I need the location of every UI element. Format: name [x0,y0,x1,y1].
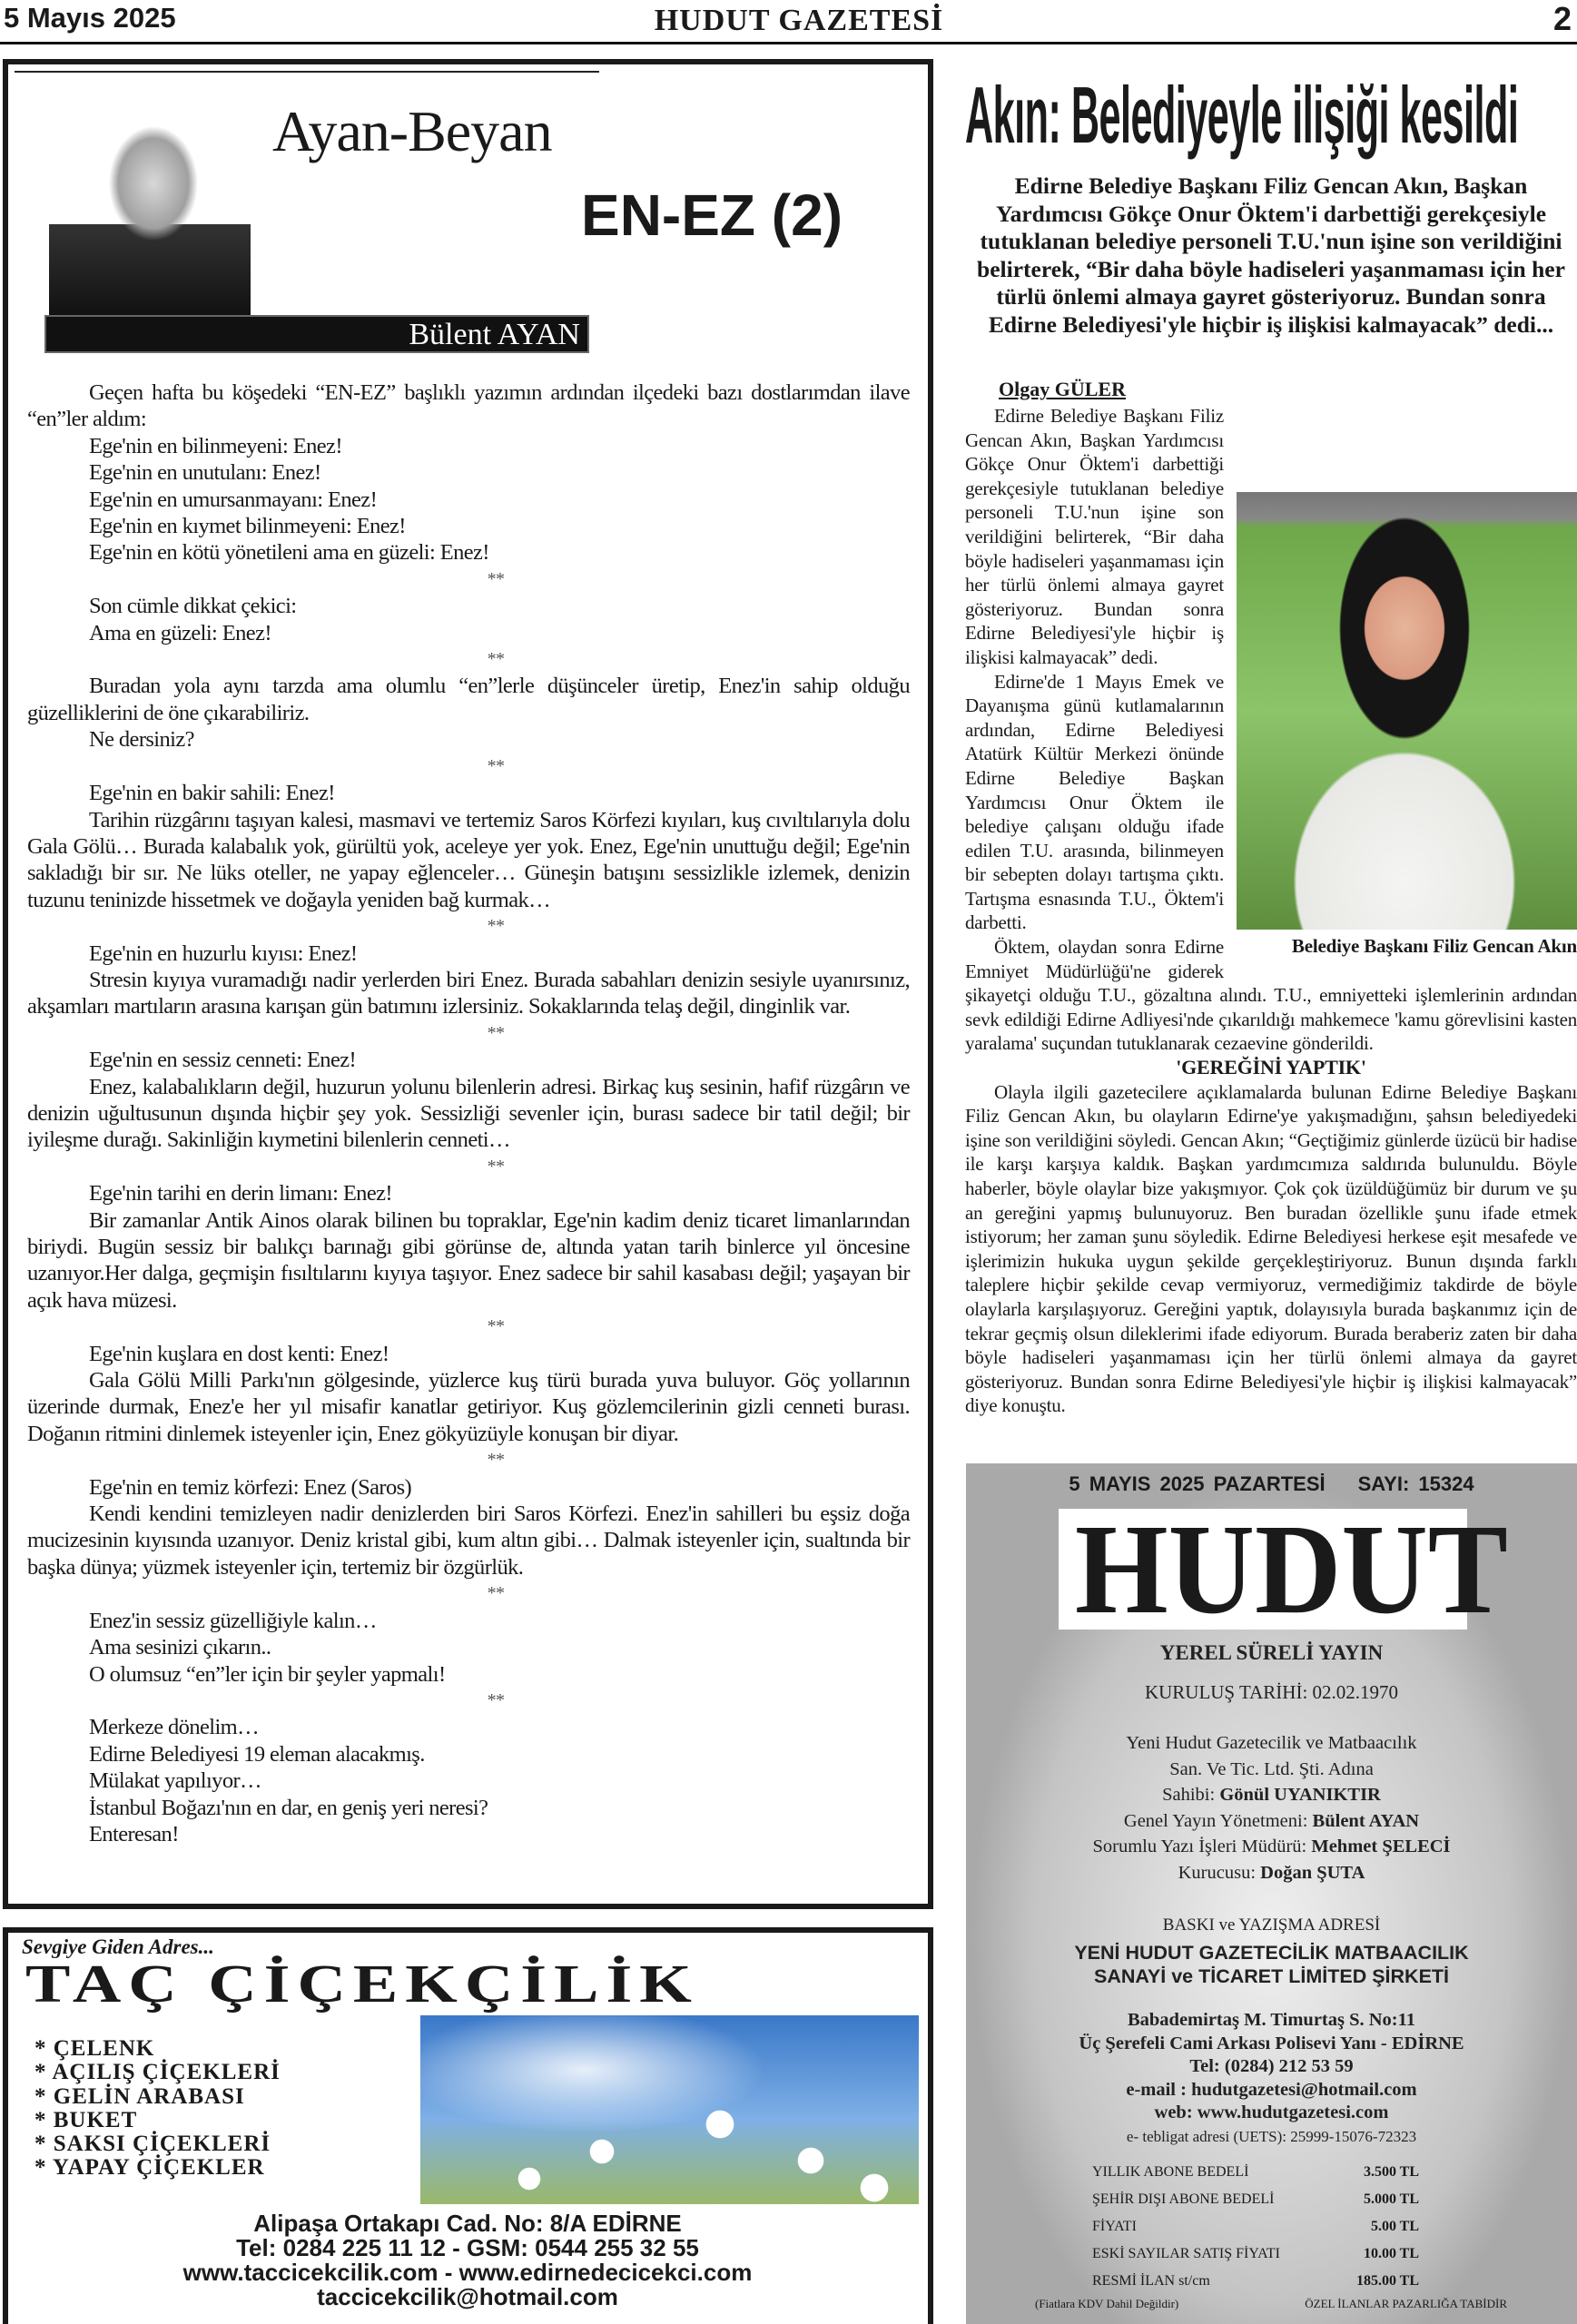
staff-name: Gönül UYANIKTIR [1219,1785,1381,1805]
column-top-rule [15,71,599,73]
section-separator: ** [487,1689,505,1710]
column-paragraph: Enez, kalabalıkların değil, huzurun yolunu bilenlerin adresi. Birkaç kuş sesinin, hafif rüzgârın ve denizin uğultusunun dışında hiçbir şey yok. Sessizliği sevenler için, burası sadece bir tatil değil; bir iyileşme durağı. Sakinliğin kıymetini bilenlerin cenneti… [27,1074,910,1153]
section-separator: ** [487,649,505,670]
header-divider [0,42,1577,44]
article-subheading: 'GEREĞİNİ YAPTIK' [1176,1056,1366,1079]
price-row [1092,2213,1419,2240]
price-value: 3.500 TL [1363,2164,1419,2180]
price-value: 5.00 TL [1370,2219,1419,2234]
price-label: YILLIK ABONE BEDELİ [1092,2164,1249,2180]
ad-contact-line: Tel: 0284 225 11 12 - GSM: 0544 255 32 55 [236,2234,699,2261]
price-row [1092,2240,1419,2268]
column-line: Ege'nin tarihi en derin limanı: Enez! [89,1181,392,1206]
column-line: Son cümle dikkat çekici: [89,594,297,619]
ad-service-item: * BUKET [34,2107,138,2132]
uets-address: e- tebligat adresi (UETS): 25999-15076-72323 [1126,2128,1417,2145]
columnist-photo [49,84,251,318]
section-separator: ** [487,1450,505,1471]
column-paragraph: Buradan yola aynı tarzda ama olumlu “en”lerle düşünceler üretip, Enez'in sahip olduğu güzelliklerini de öne çıkarabiliriz. [27,674,910,725]
article-lead: Edirne Belediye Başkanı Filiz Gencan Akın, Başkan Yardımcısı Gökçe Onur Öktem'i darbettiği gerekçesiyle tutuklanan belediye personeli T.U.'nun işine son verildiğini belirterek, “Bir daha böyle hadiseleri yaşanmaması için her türlü önlemi almaya gayret gösteriyoruz. Bundan sonra Edirne Belediyesi'yle hiçbir iş ilişkisi kalmayacak” dedi... [977,172,1565,338]
column-line: Ege'nin en huzurlu kıyısı: Enez! [89,940,358,966]
column-paragraph: Gala Gölü Milli Parkı'nın gölgesinde, yüzlerce kuş türü burada yuva buluyor. Göç yollarının üzerinde durmak, Enez'e her yıl misafir kanatlar getiriyor. Kuş gözlemcilerinin gizli cenneti burası. Doğanın ritmini dinlemek isteyenler için, Enez gökyüzüyle konuşan bir diyar. [27,1368,910,1446]
daisies-photo [420,2015,919,2204]
photo-caption: Belediye Başkanı Filiz Gencan Akın [1291,935,1577,957]
price-value: 10.00 TL [1363,2246,1419,2261]
issue-number: SAYI: 15324 [1357,1472,1474,1495]
section-separator: ** [487,1583,505,1604]
staff-line [966,1808,1577,1835]
column-line: Enteresan! [89,1821,179,1846]
price-notes [1035,2297,1507,2311]
address-line: Babademirtaş M. Timurtaş S. No:11 [1127,2010,1415,2030]
column-line: Ege'nin en kötü yönetileni ama en güzeli: Enez! [89,540,489,566]
ad-service-item: * YAPAY ÇİÇEKLER [34,2155,265,2181]
publication-type: YEREL SÜRELİ YAYIN [1159,1641,1384,1664]
staff-role: Sahibi: [1162,1785,1220,1805]
ad-service-item: * AÇILIŞ ÇİÇEKLERİ [34,2060,281,2085]
column-line: Ege'nin en bakir sahili: Enez! [89,781,335,806]
ad-service-item: * SAKSI ÇİÇEKLERİ [34,2132,271,2157]
website: web: www.hudutgazetesi.com [1154,2102,1389,2122]
staff-line [966,1782,1577,1808]
company-line: YENİ HUDUT GAZETECİLİK MATBAACILIK [1074,1942,1469,1964]
ad-brand-name: TAÇ ÇİÇEKÇİLİK [25,1954,699,2014]
contact-block [966,2009,1577,2125]
vat-note: (Fiatlara KDV Dahil Değildir) [1035,2297,1179,2310]
staff-role: Genel Yayın Yönetmeni: [1123,1810,1313,1831]
column-line: Ege'nin en sessiz cenneti: Enez! [89,1048,357,1073]
address-line: Üç Şerefeli Cami Arkası Polisevi Yanı - EDİRNE [1079,2033,1464,2053]
hudut-logo [1059,1497,1508,1640]
column-paragraph: Bir zamanlar Antik Ainos olarak bilinen bu topraklar, Ege'nin kadim deniz ticaret limanlarından biriydi. Bugün sessiz bir balıkçı barınağı gibi görünse de, altında yatan tarih binlerce yıl öncesine uzanıyor.Her dalga, geçmişin fısıltılarını kıyıya taşıyor. Enez sadece bir sahil kasabası değil; yaşayan bir açık hava müzesi. [27,1207,910,1313]
newspaper-name: HUDUT GAZETESİ [654,4,944,37]
article-headline: Akın: Belediyeyle ilişiği kesildi [965,70,1519,160]
column-line: Ege'nin en unutulanı: Enez! [89,460,321,486]
company-name [966,1941,1577,1988]
column-line: Ama en güzeli: Enez! [89,620,271,645]
column-line: Ama sesinizi çıkarın.. [89,1635,271,1660]
ad-contact [36,2211,899,2309]
section-separator: ** [487,1316,505,1337]
staff-line [966,1834,1577,1860]
column-line: Ne dersiniz? [89,727,194,753]
column-line: Mülakat yapılıyor… [89,1768,261,1794]
article-headline-wrap [965,69,1575,160]
ad-services-list [34,2037,281,2181]
column-paragraph: Kendi kendini temizleyen nadir denizlerden biri Saros Körfezi. Enez'in sahilleri bu eşsiz doğa mucizesinin kıyısında uzanıyor. Deniz kristal gibi, kum altın gibi… Dalmak isteyenler için, sualtında bir başka dünya; yüzmek isteyenler için, tertemiz bir özgürlük. [27,1502,910,1580]
price-table [1092,2159,1419,2295]
page-number: 2 [1552,0,1572,37]
column-title: Ayan-Beyan [272,99,552,163]
publisher-line: San. Ve Tic. Ltd. Şti. Adına [1169,1758,1374,1779]
section-separator: ** [487,1022,505,1043]
email: e-mail : hudutgazetesi@hotmail.com [1126,2079,1417,2100]
column-line: Enez'in sessiz güzelliğiyle kalın… [89,1608,377,1633]
price-row [1092,2159,1419,2186]
column-line: Ege'nin en temiz körfezi: Enez (Saros) [89,1474,412,1500]
article-figure [1237,492,1577,958]
column-line: İstanbul Boğazı'nın en dar, en geniş yeri neresi? [89,1795,488,1820]
mayor-photo [1237,492,1577,930]
ad-contact-line: Alipaşa Ortakapı Cad. No: 8/A EDİRNE [253,2210,682,2237]
ad-contact-line: taccicekcilik@hotmail.com [317,2283,618,2310]
column-paragraph: Tarihin rüzgârını taşıyan kalesi, masmavi ve tertemiz Saros Körfezi kıyıları, kuş cıvıltılarıyla dolu Gala Gölü… Burada kalabalık yok, gürültü yok, aceleye yer yok. Enez, Ege'nin unuttuğu değil; Ege'nin sakladığı bir sır. Ne lüks oteller, ne yapay eğlenceler… Güneşin batışını sessizlikle izlemek, denizin tuzunu teninizde hissetmek ve doğayla yeniden bağ kurmak… [27,807,910,912]
section-separator: ** [487,916,505,937]
ad-contact-line: www.taccicekcilik.com - www.edirnedecicekci.com [182,2259,753,2286]
column-line: O olumsuz “en”ler için bir şeyler yapmalı! [89,1661,446,1687]
ads-note: ÖZEL İLANLAR PAZARLIĞA TABİDİR [1305,2297,1507,2310]
price-label: RESMİ İLAN st/cm [1092,2273,1210,2289]
price-value: 185.00 TL [1355,2273,1419,2289]
staff-name: Mehmet ŞELECİ [1311,1837,1451,1856]
staff-name: Doğan ŞUTA [1260,1862,1365,1883]
issue-date: 5 MAYIS 2025 PAZARTESİ [1069,1472,1326,1495]
column-paragraph: Stresin kıyıya vuramadığı nadir yerlerden biri Enez. Burada sabahları denizin sesiyle uyanırsınız, akşamları martıların arasına karışan gün batımını izlersiniz. Sokaklarında telaş değil, dinginlik var. [27,967,910,1019]
issue-info [966,1472,1577,1496]
column-line: Ege'nin en kıymet bilinmeyeni: Enez! [89,514,406,539]
company-line: SANAYİ ve TİCARET LİMİTED ŞİRKETİ [1093,1965,1450,1987]
column-line: Ege'nin kuşlara en dost kenti: Enez! [89,1341,389,1366]
author-bar [44,315,589,353]
section-separator: ** [487,1156,505,1177]
page-date: 5 Mayıs 2025 [4,2,176,34]
publisher-line: Yeni Hudut Gazetecilik ve Matbaacılık [1126,1733,1417,1753]
staff-role: Kurucusu: [1178,1862,1261,1883]
staff-list [966,1730,1577,1886]
price-row [1092,2268,1419,2295]
founded-date: KURULUŞ TARİHİ: 02.02.1970 [1144,1681,1399,1703]
column-author: Bülent AYAN [409,318,580,351]
column-line: Ege'nin en umursanmayanı: Enez! [89,487,378,512]
column-line: Ege'nin en bilinmeyeni: Enez! [89,433,342,458]
column-line: Merkeze dönelim… [89,1715,260,1740]
article-paragraph: Edirne'de 1 Mayıs Emek ve Dayanışma günü kutlamalarının ardından, Edirne Belediyesi Atatürk Kültür Merkezi önünde Edirne Belediye Başkan Yardımcısı Onur Öktem ile belediye çalışanı olduğu ifade edilen T.U. arasında, bilinmeyen bir sebepten dolayı tartışma çıktı. Tartışma esnasında T.U., Öktem'i darbetti. [965,670,1224,934]
column-headline: EN-EZ (2) [581,182,843,248]
column-line: Edirne Belediyesi 19 eleman alacakmış. [89,1741,425,1767]
column-body [27,379,910,1847]
price-row [1092,2186,1419,2213]
staff-role: Sorumlu Yazı İşleri Müdürü: [1092,1837,1312,1856]
price-label: FİYATI [1092,2219,1137,2234]
logo-text: HUDUT [1074,1497,1508,1640]
phone: Tel: (0284) 212 53 59 [1189,2056,1354,2076]
price-label: ESKİ SAYILAR SATIŞ FİYATI [1092,2246,1280,2261]
section-separator: ** [487,568,505,589]
article-paragraph: Öktem, olaydan sonra Edirne Emniyet Müdürlüğü'ne giderek şikayetçi olduğu T.U., gözaltına alındı. T.U., emniyetteki işlemlerinin ardından sevk edildiği Edirne Adliyesi'nde çıkarıldığı mahkemece 'kamu görevlisini kasten yaralama' suçundan tutuklanarak cezaevine gönderildi. [965,936,1577,1055]
section-separator: ** [487,755,505,776]
staff-name: Bülent AYAN [1312,1810,1420,1831]
staff-line [966,1860,1577,1886]
ad-service-item: * ÇELENK [34,2036,155,2061]
ad-slogan: Sevgiye Giden Adres... [22,1935,214,1958]
article-paragraph: Edirne Belediye Başkanı Filiz Gencan Akın, Başkan Yardımcısı Gökçe Onur Öktem'i darbettiği gerekçesiyle tutuklanan belediye personeli T.U.'nun işine son verildiğini belirterek, “Bir daha böyle hadiseleri yaşanmaması için her türlü önlemi almaya gayret gösteriyoruz. Bundan sonra Edirne Belediyesi'yle hiçbir iş ilişkisi kalmayacak” dedi. [965,405,1224,668]
price-label: ŞEHİR DIŞI ABONE BEDELİ [1092,2191,1275,2207]
ad-service-item: * GELİN ARABASI [34,2083,245,2109]
article-body [965,404,1577,1418]
article-byline: Olgay GÜLER [999,378,1126,400]
price-value: 5.000 TL [1363,2191,1419,2207]
column-paragraph: Geçen hafta bu köşedeki “EN-EZ” başlıklı yazımın ardından ilçedeki bazı dostlarımdan ilave “en”ler aldım: [27,380,910,432]
address-title: BASKI ve YAZIŞMA ADRESİ [1162,1915,1381,1935]
article-paragraph: Olayla ilgili gazetecilere açıklamalarda bulunan Edirne Belediye Başkanı Filiz Gencan Akın, bu olayların Edirne'ye yakışmadığını, şahsın belediyedeki işine son verildiğini söyledi. Gencan Akın; “Geçtiğimiz günlerde üzücü bir hadise ile karşı karşıya kaldık. Başkan yardımcımıza saldırıda bulunuldu. Böyle haberler, böyle olaylar bize yakışmıyor. Çok çok üzüldüğümüz bir durum ve şu an gereğini yapmış bulunuyoruz. Ben buradan özellikle şunu ifade etmek istiyorum; her zaman şunu söyledik. Edirne Belediyesi herkese eşit mesafede ve işlerimizin hukuka uygun şekilde gerçekleştiriyoruz. Bunun dışında farklı taleplere hiçbir şekilde cevap vermiyoruz, vermediğimiz takdirde de böyle olaylarla karşılaşıyoruz. Gereğini yaptık, dolayısıyla burada başkanımız için de tekrar geçmiş olsun dileklerimi ifade ediyorum. Burada beraberiz zaten bir daha böyle hadiseleri yaşanmaması için her türlü önlemi almaya da gayret gösteriyoruz. Bundan sonra Edirne Belediyesi'yle hiçbir iş ilişkisi kalmayacak” diye konuştu. [965,1080,1577,1417]
